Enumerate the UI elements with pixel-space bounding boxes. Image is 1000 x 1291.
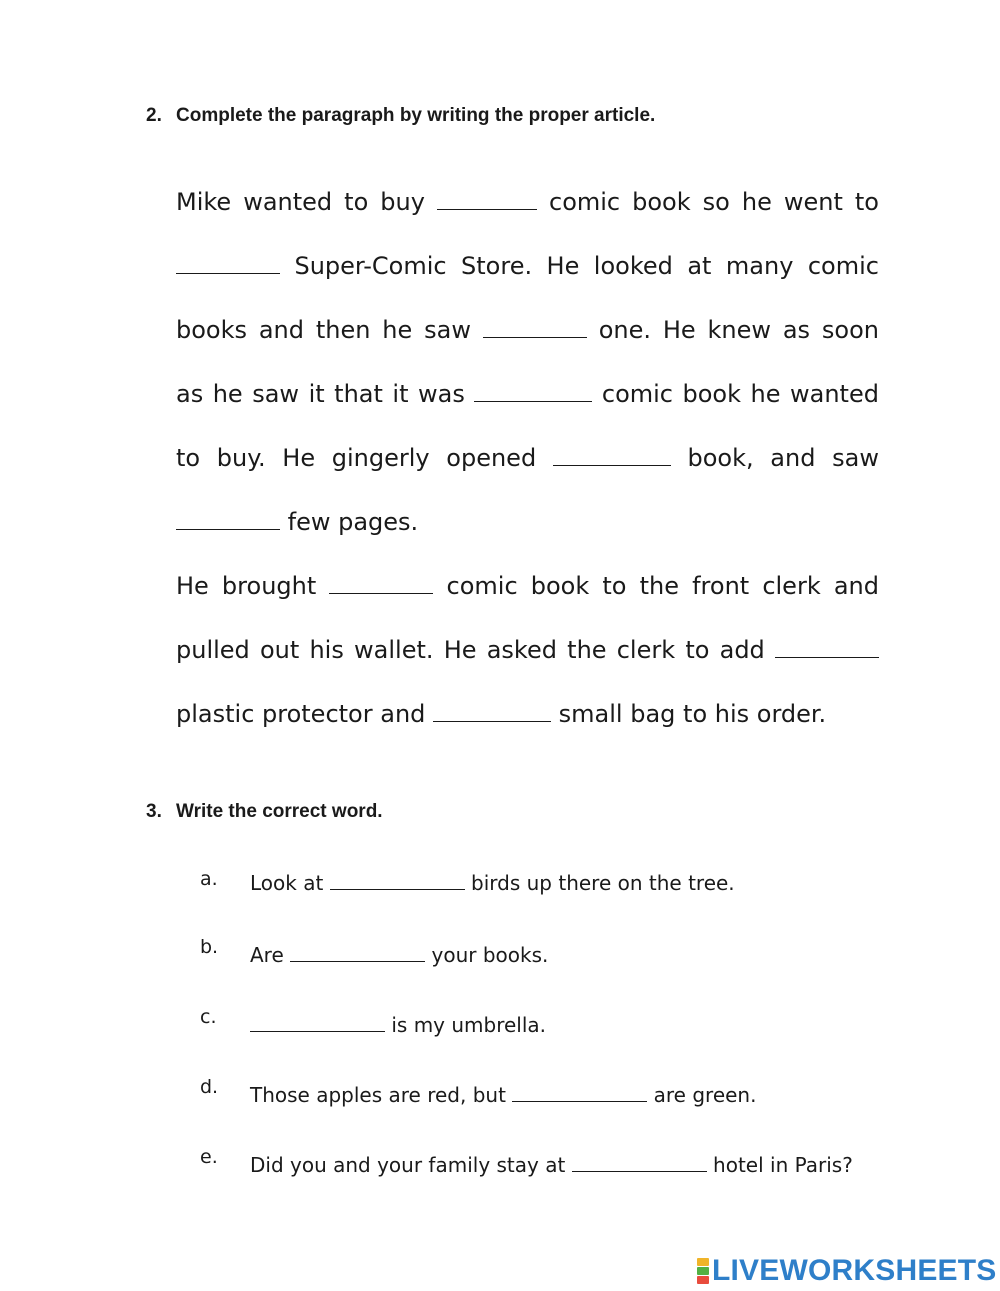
logo-block xyxy=(697,1267,709,1275)
liveworksheets-logo[interactable] xyxy=(697,1254,997,1288)
section-3-title: Write the correct word. xyxy=(176,801,383,822)
blank-field[interactable] xyxy=(329,571,433,594)
blank-field[interactable] xyxy=(330,875,465,890)
paragraph-line: Super-Comic Store. He looked at many comic xyxy=(176,249,879,283)
blank-field[interactable] xyxy=(176,507,280,530)
exercise-item: c. is my umbrella. xyxy=(200,1006,547,1037)
paragraph-line: Mike wanted to buy comic book so he went to xyxy=(176,188,879,216)
logo-block xyxy=(697,1276,709,1284)
blank-field[interactable] xyxy=(250,1017,385,1032)
exercise-item: a. Look at birds up there on the tree. xyxy=(200,868,735,895)
section-3-number: 3. xyxy=(146,801,162,822)
logo-text: LIVEWORKSHEETS xyxy=(712,1254,997,1287)
blank-field[interactable] xyxy=(775,635,879,658)
exercise-item: d. Those apples are red, but are green. xyxy=(200,1076,757,1107)
paragraph-line: to buy. He gingerly opened book, and saw xyxy=(176,444,879,472)
blank-field[interactable] xyxy=(474,379,592,402)
section-2-heading xyxy=(146,105,655,127)
paragraph-line: as he saw it that it was comic book he wanted xyxy=(176,380,879,408)
paragraph-line: books and then he saw one. He knew as soon xyxy=(176,316,879,344)
paragraph-line: plastic protector and small bag to his order. xyxy=(176,700,827,728)
blank-field[interactable] xyxy=(437,187,537,210)
paragraph-line: few pages. xyxy=(176,505,879,539)
logo-blocks-icon xyxy=(697,1258,709,1284)
blank-field[interactable] xyxy=(512,1087,647,1102)
blank-field[interactable] xyxy=(553,443,671,466)
blank-field[interactable] xyxy=(290,947,425,962)
exercise-item: e. Did you and your family stay at hotel in Paris? xyxy=(200,1146,853,1177)
section-3-heading xyxy=(146,801,383,823)
exercise-item: b. Are your books. xyxy=(200,936,549,967)
section-2-number: 2. xyxy=(146,105,162,126)
section-2-title: Complete the paragraph by writing the proper article. xyxy=(176,105,656,126)
paragraph-line: pulled out his wallet. He asked the clerk to add xyxy=(176,633,879,667)
logo-block xyxy=(697,1258,709,1266)
blank-field[interactable] xyxy=(176,251,280,274)
blank-field[interactable] xyxy=(572,1157,707,1172)
paragraph-line: He brought comic book to the front clerk and xyxy=(176,572,879,600)
blank-field[interactable] xyxy=(433,699,551,722)
blank-field[interactable] xyxy=(483,315,587,338)
